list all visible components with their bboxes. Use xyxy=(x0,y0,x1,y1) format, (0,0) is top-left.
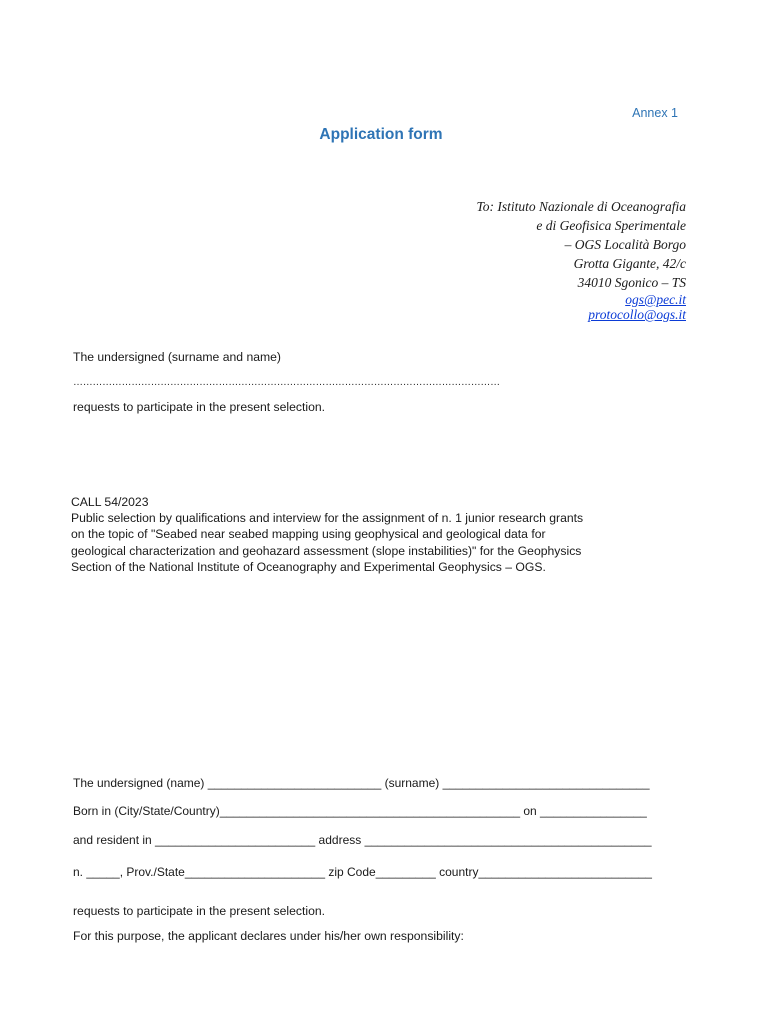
recipient-address xyxy=(476,197,686,322)
address-details-field[interactable]: n. _____, Prov./State_____________________ zip Code_________ country__________________________ xyxy=(73,865,652,879)
address-line: To: Istituto Nazionale di Oceanografia xyxy=(476,199,686,214)
address-line: – OGS Località Borgo xyxy=(564,237,686,252)
requests-text-2: requests to participate in the present selection. xyxy=(73,904,326,918)
birth-field[interactable]: Born in (City/State/Country)_____________________________________________ on ________________ xyxy=(73,804,647,818)
call-code: CALL 54/2023 xyxy=(71,495,149,509)
requests-text: requests to participate in the present selection. xyxy=(73,400,326,414)
declaration-intro: For this purpose, the applicant declares under his/her own responsibility: xyxy=(73,929,464,943)
call-description xyxy=(71,494,583,575)
call-line: Section of the National Institute of Oceanography and Experimental Geophysics – OGS. xyxy=(71,559,546,574)
pec-email-link[interactable]: ogs@pec.it xyxy=(625,292,686,307)
residence-field[interactable]: and resident in ________________________ address ___________________________________________ xyxy=(73,833,652,847)
undersigned-label: The undersigned (surname and name) xyxy=(73,350,281,364)
call-line: on the topic of "Seabed near seabed mapping using geophysical and geological data for xyxy=(71,527,546,542)
name-surname-field[interactable]: The undersigned (name) __________________________ (surname) _______________________________ xyxy=(73,776,650,790)
call-line: geological characterization and geohazard assessment (slope instabilities)" for the Geophysics xyxy=(71,543,582,558)
annex-label: Annex 1 xyxy=(632,106,678,120)
address-line: Grotta Gigante, 42/c xyxy=(573,256,686,271)
address-line: e di Geofisica Sperimentale xyxy=(536,218,686,233)
page-title: Application form xyxy=(319,126,443,143)
call-line: Public selection by qualifications and interview for the assignment of n. 1 junior research grants xyxy=(71,511,584,526)
protocollo-email-link[interactable]: protocollo@ogs.it xyxy=(588,307,686,322)
name-dotted-field[interactable]: …………………………………………………………………………………………………………………… xyxy=(73,377,500,388)
address-line: 34010 Sgonico – TS xyxy=(577,275,686,290)
